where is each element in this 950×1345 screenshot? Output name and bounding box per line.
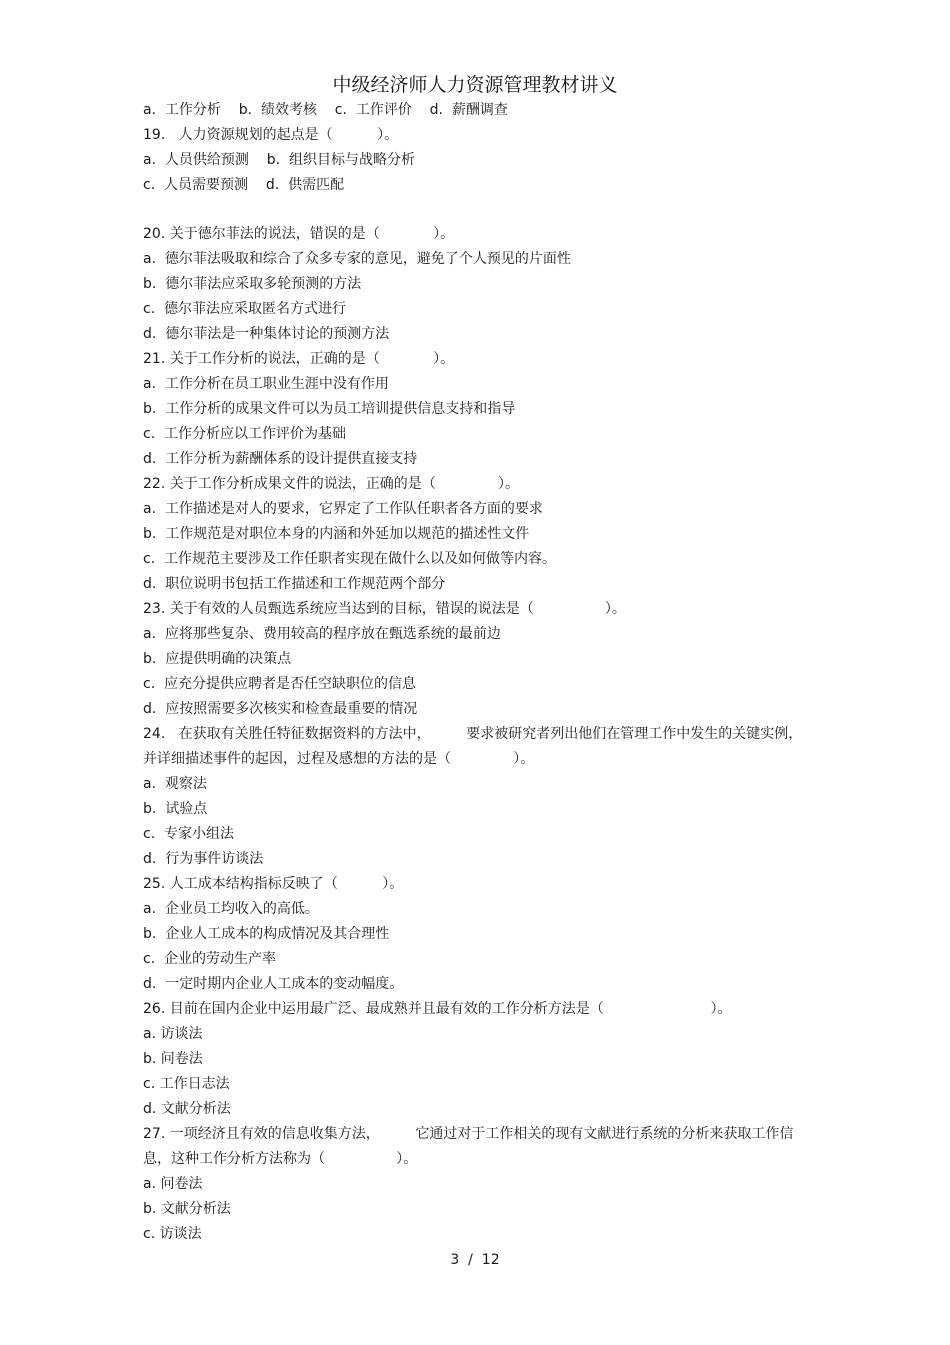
text-line: d. 德尔菲法是一种集体讨论的预测方法 [143, 326, 390, 342]
text-line: a. 工作分析在员工职业生涯中没有作用 [143, 376, 389, 392]
text-line: a. 工作分析 b. 绩效考核 c. 工作评价 d. 薪酬调查 [143, 102, 508, 118]
text-line: c. 人员需要预测 d. 供需匹配 [143, 177, 345, 193]
text-line: a. 应将那些复杂、费用较高的程序放在甄选系统的最前边 [143, 626, 501, 642]
text-line: c. 专家小组法 [143, 826, 235, 842]
text-line: c. 工作日志法 [143, 1076, 230, 1092]
text-line: a. 问卷法 [143, 1176, 203, 1192]
text-line: 24. 在获取有关胜任特征数据资料的方法中， 要求被研究者列出他们在管理工作中发生的关键实例， [143, 726, 803, 742]
text-line: b. 企业人工成本的构成情况及其合理性 [143, 926, 390, 942]
text-line: a. 访谈法 [143, 1026, 203, 1042]
text-line: c. 工作规范主要涉及工作任职者实现在做什么以及如何做等内容。 [143, 551, 557, 567]
text-line: c. 应充分提供应聘者是否任空缺职位的信息 [143, 676, 417, 692]
text-line: d. 应按照需要多次核实和检查最重要的情况 [143, 701, 418, 717]
text-line: c. 访谈法 [143, 1226, 202, 1242]
text-line: 20. 关于德尔菲法的说法，错误的是（ ）。 [143, 226, 455, 242]
text-line: 息，这种工作分析方法称为（ ）。 [143, 1151, 418, 1167]
text-line: 25. 人工成本结构指标反映了（ ）。 [143, 876, 404, 892]
text-line: b. 工作分析的成果文件可以为员工培训提供信息支持和指导 [143, 401, 516, 417]
page-number: 3 / 12 [450, 1252, 500, 1268]
text-line: 21. 关于工作分析的说法，正确的是（ ）。 [143, 351, 455, 367]
text-line: 27. 一项经济且有效的信息收集方法， 它通过对于工作相关的现有文献进行系统的分析来获取工作信 [143, 1126, 794, 1142]
document-title: 中级经济师人力资源管理教材讲义 [332, 74, 618, 96]
text-line: d. 工作分析为薪酬体系的设计提供直接支持 [143, 451, 418, 467]
text-line: b. 文献分析法 [143, 1201, 231, 1217]
text-line: b. 工作规范是对职位本身的内涵和外延加以规范的描述性文件 [143, 526, 530, 542]
text-line: b. 问卷法 [143, 1051, 203, 1067]
text-line: a. 工作描述是对人的要求，它界定了工作队任职者各方面的要求 [143, 501, 543, 517]
text-line: 23. 关于有效的人员甄选系统应当达到的目标，错误的说法是（ ）。 [143, 601, 626, 617]
text-line: d. 职位说明书包括工作描述和工作规范两个部分 [143, 576, 446, 592]
text-line: b. 德尔菲法应采取多轮预测的方法 [143, 276, 362, 292]
text-line: 26. 目前在国内企业中运用最广泛、最成熟并且最有效的工作分析方法是（ ）。 [143, 1001, 732, 1017]
text-line: a. 企业员工均收入的高低。 [143, 901, 319, 917]
text-line: 19. 人力资源规划的起点是（ ）。 [143, 127, 399, 143]
blank-line [143, 200, 823, 224]
text-line: d. 文献分析法 [143, 1101, 231, 1117]
text-line: a. 德尔菲法吸取和综合了众多专家的意见，避免了个人预见的片面性 [143, 251, 571, 267]
text-line: 并详细描述事件的起因，过程及感想的方法的是（ ）。 [143, 751, 535, 767]
text-line: 22. 关于工作分析成果文件的说法，正确的是（ ）。 [143, 476, 520, 492]
document-body [143, 100, 823, 1249]
text-line: c. 企业的劳动生产率 [143, 951, 277, 967]
text-line: d. 行为事件访谈法 [143, 851, 264, 867]
text-line: c. 工作分析应以工作评价为基础 [143, 426, 347, 442]
text-line: b. 试验点 [143, 801, 208, 817]
text-line: c. 德尔菲法应采取匿名方式进行 [143, 301, 347, 317]
text-line: a. 人员供给预测 b. 组织目标与战略分析 [143, 152, 415, 168]
text-line: b. 应提供明确的决策点 [143, 651, 292, 667]
text-line: d. 一定时期内企业人工成本的变动幅度。 [143, 976, 404, 992]
text-line: a. 观察法 [143, 776, 207, 792]
